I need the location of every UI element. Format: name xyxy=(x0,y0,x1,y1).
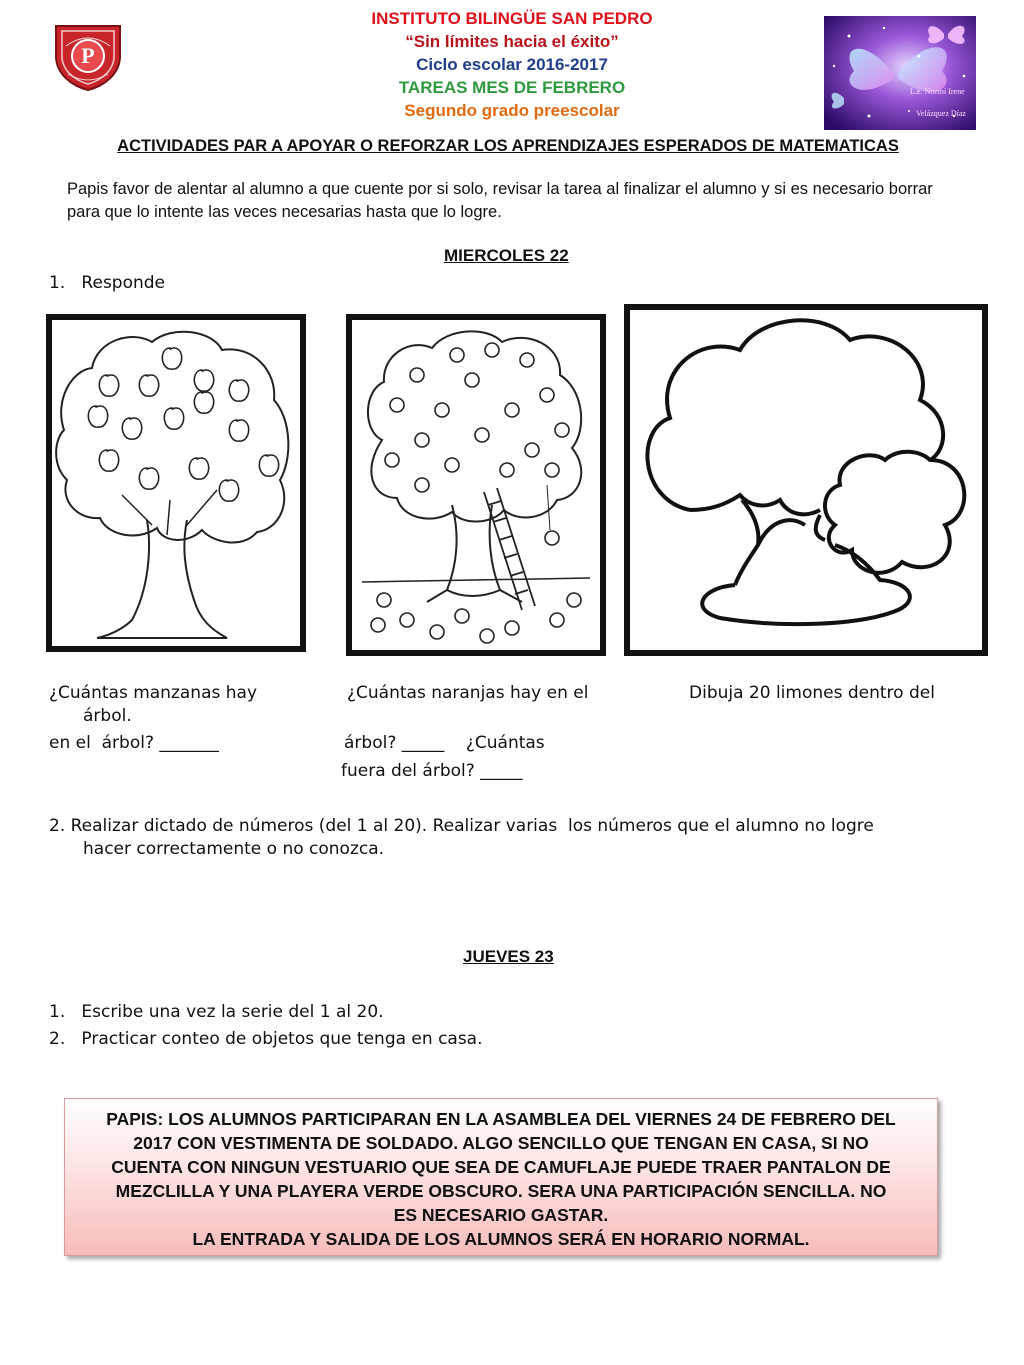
butterfly-photo-icon xyxy=(824,16,976,130)
school-name: INSTITUTO BILINGÜE SAN PEDRO xyxy=(371,9,653,28)
question-apples-line2: árbol. xyxy=(83,706,132,726)
apple-tree-icon xyxy=(46,314,306,652)
school-cycle: Ciclo escolar 2016-2017 xyxy=(416,55,608,74)
day1-item2-line2: hacer correctamente o no conozca. xyxy=(83,839,385,859)
homework-month: TAREAS MES DE FEBRERO xyxy=(398,78,626,97)
intro-text: Papis favor de alentar al alumno a que cuente por si solo, revisar la tarea al finalizar el alumno y si es necesario borrar para que lo intente las veces necesarias hasta que lo logre. xyxy=(67,180,933,221)
question-oranges-line3: fuera del árbol? _____ xyxy=(341,761,523,781)
day2-heading: JUEVES 23 xyxy=(463,947,554,966)
day2-item2: 2. Practicar conteo de objetos que tenga en casa. xyxy=(49,1029,483,1049)
notice-line3: CUENTA CON NINGUN VESTUARIO QUE SEA DE CAMUFLAJE PUEDE TRAER PANTALON DE xyxy=(111,1157,891,1177)
orange-tree-ladder-icon xyxy=(346,314,606,656)
activities-title: ACTIVIDADES PAR A APOYAR O REFORZAR LOS APRENDIZAJES ESPERADOS DE MATEMATICAS xyxy=(117,137,899,155)
grade-label: Segundo grado preescolar xyxy=(404,101,620,120)
question-apples-line1: ¿Cuántas manzanas hay xyxy=(49,683,258,703)
svg-text:L.e. Noemí Irene: L.e. Noemí Irene xyxy=(910,87,965,96)
empty-tree-outline-icon xyxy=(624,304,988,656)
question-oranges-line2: árbol? _____ ¿Cuántas xyxy=(344,733,545,753)
notice-line5: ES NECESARIO GASTAR. xyxy=(393,1205,609,1225)
notice-line6: LA ENTRADA Y SALIDA DE LOS ALUMNOS SERÁ EN HORARIO NORMAL. xyxy=(192,1229,810,1249)
notice-line1: PAPIS: LOS ALUMNOS PARTICIPARAN EN LA ASAMBLEA DEL VIERNES 24 DE FEBRERO DEL xyxy=(106,1109,896,1129)
question-oranges-line1: ¿Cuántas naranjas hay en el xyxy=(347,683,589,703)
day1-item1: 1. Responde xyxy=(49,273,166,293)
day1-heading: MIERCOLES 22 xyxy=(444,246,569,265)
question-lemons-line1: Dibuja 20 limones dentro del xyxy=(689,683,935,703)
day2-item1: 1. Escribe una vez la serie del 1 al 20. xyxy=(49,1002,384,1022)
school-motto: “Sin límites hacia el éxito” xyxy=(405,32,619,51)
notice-box xyxy=(64,1098,938,1256)
day1-item2-line1: 2. Realizar dictado de números (del 1 al 20). Realizar varias los números que el alumno no logre xyxy=(49,816,874,836)
notice-line4: MEZCLILLA Y UNA PLAYERA VERDE OBSCURO. SERA UNA PARTICIPACIÓN SENCILLA. NO xyxy=(115,1181,887,1201)
notice-line2: 2017 CON VESTIMENTA DE SOLDADO. ALGO SENCILLO QUE TENGAN EN CASA, SI NO xyxy=(133,1133,869,1153)
question-apples-line3: en el árbol? _______ xyxy=(49,733,219,753)
svg-text:P: P xyxy=(81,43,95,68)
svg-text:Velázquez Díaz: Velázquez Díaz xyxy=(916,109,966,118)
